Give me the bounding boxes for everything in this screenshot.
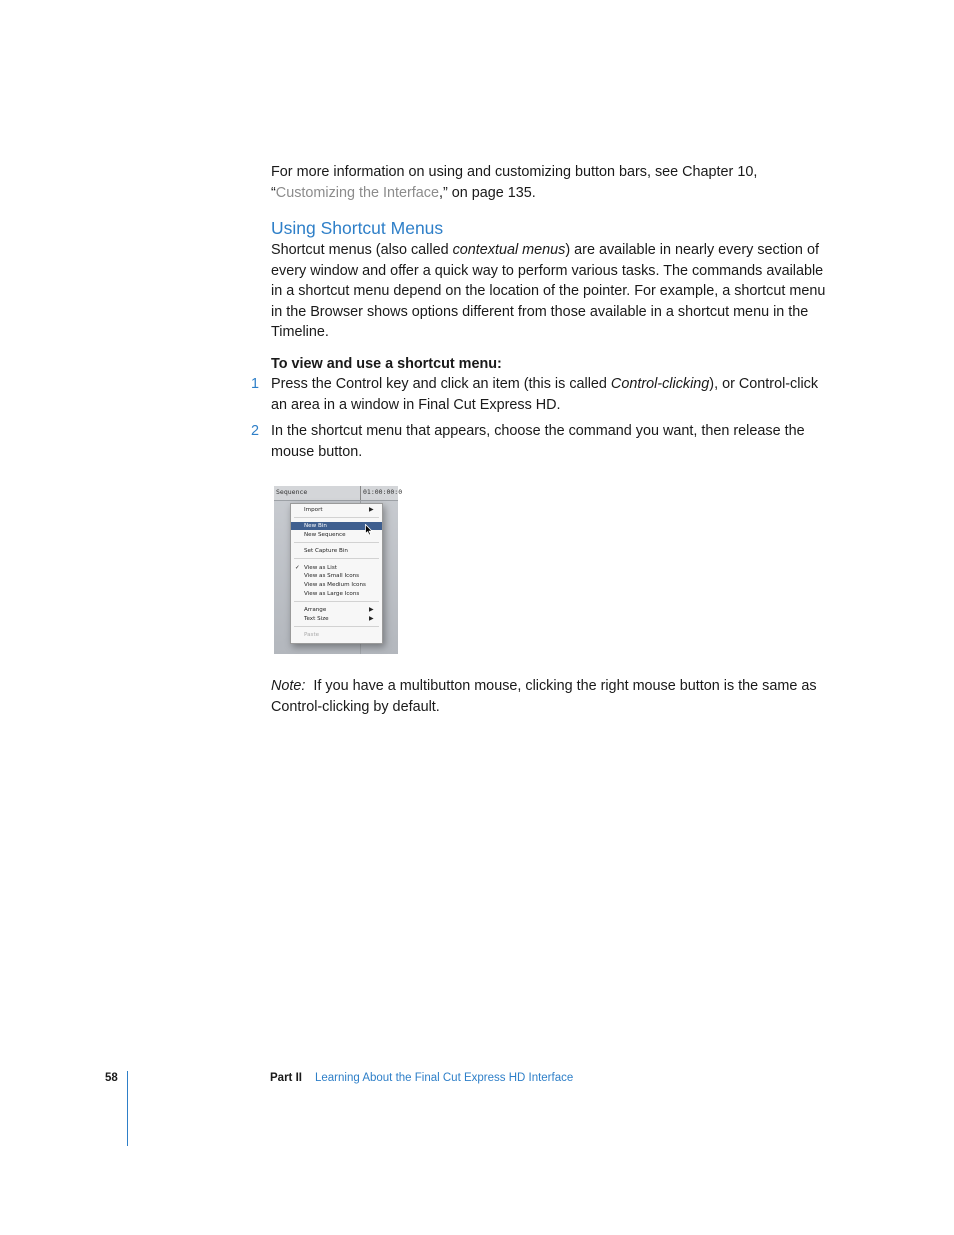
menu-item-label: View as Large Icons <box>304 591 360 597</box>
menu-item-paste <box>291 631 382 639</box>
menu-item-view-as-medium-icons[interactable] <box>291 581 382 589</box>
browser-column-header <box>274 486 403 501</box>
footer-part-title: Learning About the Final Cut Express HD Interface <box>315 1072 574 1084</box>
footer-rule <box>127 1071 128 1146</box>
menu-item-import[interactable] <box>291 506 382 514</box>
intro-paragraph <box>271 162 831 203</box>
menu-item-view-as-large-icons[interactable] <box>291 590 382 598</box>
step-1-text <box>271 374 819 415</box>
submenu-arrow-icon: ▶ <box>369 506 374 513</box>
procedure-title: To view and use a shortcut menu: <box>271 356 502 372</box>
menu-item-view-as-list[interactable] <box>291 564 382 572</box>
submenu-arrow-icon: ▶ <box>369 606 374 613</box>
step-1-text-a: Press the Control key and click an item (this is called <box>271 376 611 392</box>
footer-part-label: Part II <box>270 1072 302 1084</box>
menu-item-label: Text Size <box>304 616 329 622</box>
menu-item-label: Set Capture Bin <box>304 548 348 554</box>
step-1-text-b: ), or Control-click an area in a window in Final Cut Express HD. <box>271 376 819 413</box>
body-text-2: ) are available in nearly every section of every window and offer a quick way to perform various tasks. The commands available in a shortcut menu depend on the location of the pointer. For example, a shortcut menu in the Browser shows options different from those available in a shortcut menu in the Timeline. <box>271 242 826 340</box>
checkmark-icon: ✓ <box>295 565 300 571</box>
note-text: If you have a multibutton mouse, clicking the right mouse button is the same as Control-clicking by default. <box>271 678 817 715</box>
menu-item-label: View as Small Icons <box>304 573 360 579</box>
menu-item-label: Arrange <box>304 607 327 613</box>
section-heading: Using Shortcut Menus <box>271 218 444 238</box>
shortcut-menu <box>290 503 383 644</box>
menu-separator <box>294 626 379 627</box>
menu-item-view-as-small-icons[interactable] <box>291 572 382 580</box>
note-label: Note: <box>271 678 306 694</box>
menu-separator <box>294 601 379 602</box>
column-divider <box>360 486 361 500</box>
menu-item-set-capture-bin[interactable] <box>291 547 382 555</box>
step-2-number: 2 <box>251 423 260 439</box>
step-1-number: 1 <box>251 376 260 392</box>
page-number: 58 <box>105 1072 118 1084</box>
menu-item-text-size[interactable] <box>291 615 382 623</box>
intro-page-ref: ,” on page 135. <box>438 184 536 201</box>
menu-item-label: Paste <box>304 632 320 638</box>
menu-item-label: Import <box>304 507 323 513</box>
intro-line-1: For more information on using and customizing button bars, see Chapter 10, <box>271 164 758 180</box>
menu-separator <box>294 558 379 559</box>
column-header-name: Sequence <box>276 488 308 496</box>
shortcut-menu-screenshot <box>274 486 403 654</box>
menu-item-label: View as List <box>304 565 337 571</box>
customizing-interface-link[interactable]: Customizing the Interface <box>275 184 439 201</box>
menu-item-label: New Bin <box>304 523 327 529</box>
body-emphasis: contextual menus <box>452 242 566 258</box>
menu-item-label: New Sequence <box>304 532 346 538</box>
menu-separator <box>294 542 379 543</box>
column-header-timecode: 01:00:00:0 <box>363 488 403 496</box>
submenu-arrow-icon: ▶ <box>369 615 374 622</box>
menu-item-arrange[interactable] <box>291 606 382 614</box>
step-2-text: In the shortcut menu that appears, choose the command you want, then release the mouse button. <box>271 423 805 460</box>
mouse-pointer-icon <box>365 524 373 536</box>
section-body <box>271 240 831 343</box>
intro-open-quote: “ <box>271 184 276 201</box>
menu-separator <box>294 517 379 518</box>
body-text-1: Shortcut menus (also called <box>271 242 453 258</box>
step-1-emphasis: Control-clicking <box>610 376 710 392</box>
note-paragraph <box>271 676 831 717</box>
menu-item-label: View as Medium Icons <box>304 582 366 588</box>
